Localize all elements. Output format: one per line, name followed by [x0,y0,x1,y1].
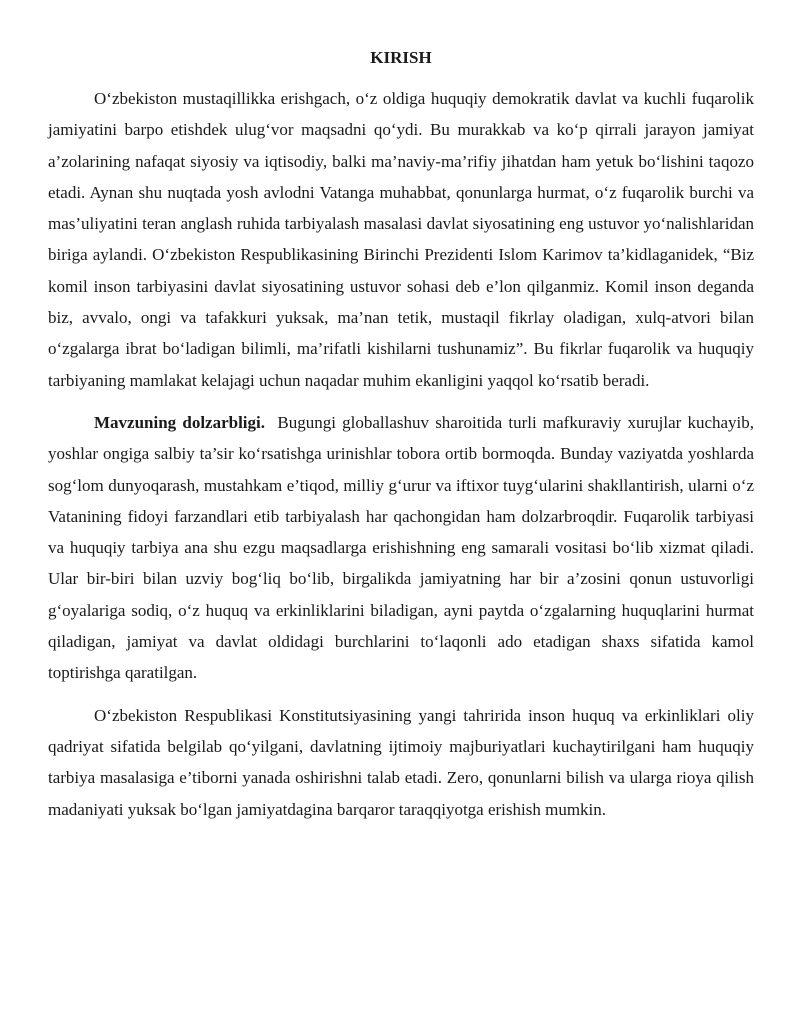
document-title: KIRISH [370,48,432,67]
paragraph-introduction: O‘zbekiston mustaqillikka erishgach, o‘z oldiga huquqiy demokratik davlat va kuchli fuqarolik jamiyatini barpo etishdek ulug‘vor maqsadni qo‘ydi. Bu murakkab va ko‘p qirrali jarayon jamiyat a’zolarining nafaqat siyosiy va iqtisodiy, balki ma’naviy-ma’rifiy jihatdan ham yetuk bo‘lishini taqozo etadi. Aynan shu nuqtada yosh avlodni Vatanga muhabbat, qonunlarga hurmat, o‘z fuqarolik burchi va mas’uliyatini teran anglash ruhida tarbiyalash masalasi davlat siyosatining eng ustuvor yo‘nalishlaridan biriga aylandi. O‘zbekiston Respublikasining Birinchi Prezidenti Islom Karimov ta’kidlaganidek, “Biz komil inson tarbiyasini davlat siyosatining ustuvor sohasi deb e’lon qilganmiz. Komil inson deganda biz, avvalo, ongi va tafakkuri yuksak, ma’nan tetik, mustaqil fikrlay oladigan, xulq-atvori bilan o‘zgalarga ibrat bo‘ladigan bilimli, ma’rifatli kishilarni tushunamiz”. Bu fikrlar fuqarolik va huquqiy tarbiyaning mamlakat kelajagi uchun naqadar muhim ekanligini yaqqol ko‘rsatib beradi. [48,89,754,390]
paragraph-relevance [48,407,754,689]
relevance-text: Bugungi globallashuv sharoitida turli mafkuraviy xurujlar kuchayib, yoshlar ongiga salbiy ta’sir ko‘rsatishga urinishlar tobora ortib bormoqda. Bunday vaziyatda yoshlarda sog‘lom dunyoqarash, mustahkam e’tiqod, milliy g‘urur va iftixor tuyg‘ularini shakllantirish, ularni o‘z Vatanining fidoyi farzandlari etib tarbiyalash har qachongidan ham dolzarbroqdir. Fuqarolik tarbiyasi va huquqiy tarbiya ana shu ezgu maqsadlarga erishishning eng samarali vositasi bo‘lib xizmat qiladi. Ular bir-biri bilan uzviy bog‘liq bo‘lib, birgalikda jamiyatning har bir a’zosini qonun ustuvorligi g‘oyalariga sodiq, o‘z huquq va erkinliklarini biladigan, ayni paytda o‘zgalarning huquqlarini hurmat qiladigan, jamiyat va davlat oldidagi burchlarini to‘laqonli ado etadigan shaxs sifatida kamol toptirishga qaratilgan. [48,412,755,683]
paragraph-constitution: O‘zbekiston Respublikasi Konstitutsiyasining yangi tahririda inson huquq va erkinliklari oliy qadriyat sifatida belgilab qo‘yilgani, davlatning ijtimoiy majburiyatlari kuchaytirilgani ham huquqiy tarbiya masalasiga e’tiborni yanada oshirishni talab etadi. Zero, qonunlarni bilish va ularga rioya qilish madaniyati yuksak bo‘lgan jamiyatdagina barqaror taraqqiyotga erishish mumkin. [48,705,754,819]
document-page [48,42,754,836]
relevance-heading: Mavzuning dolzarbligi. [94,412,266,432]
